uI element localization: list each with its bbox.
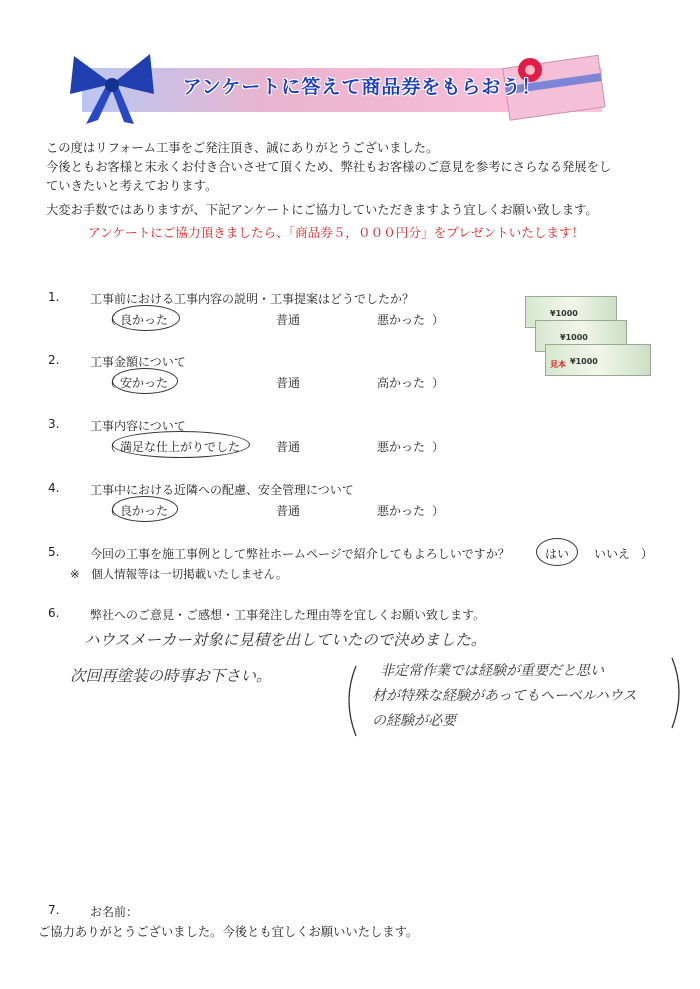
option-bad: 悪かった [377, 440, 426, 454]
handwritten-comment: 次回再塗装の時事お下さい。 [70, 667, 272, 685]
intro-line: 今後ともお客様と末永くお付き合いさせて頂くため、弊社もお客様のご意見を参考にさらなる発展をし [46, 160, 612, 174]
paren-close: ） [432, 504, 445, 518]
intro-line: ていきたいと考えております。 [46, 179, 218, 193]
certificate-amount: ¥1000 [550, 309, 578, 318]
option-average: 普通 [276, 440, 301, 454]
option-average: 普通 [276, 504, 301, 518]
name-label: お名前： [90, 905, 139, 919]
question-number: 4. [48, 481, 60, 495]
question-number: 3. [48, 417, 60, 431]
question-number: 2. [48, 353, 60, 367]
gift-certificate-image [523, 296, 651, 392]
selection-circle [536, 538, 578, 566]
option-satisfied: 満足な仕上がりでした [120, 440, 241, 454]
option-bad: 悪かった [377, 504, 426, 518]
certificate-amount: ¥1000 [570, 357, 598, 366]
paren-close: ） [432, 440, 445, 454]
handwritten-comment: の経験が必要 [372, 713, 456, 729]
question-number: 7. [48, 903, 60, 917]
privacy-note: ※ 個人情報等は一切掲載いたしません。 [70, 567, 288, 581]
option-average: 普通 [276, 376, 301, 390]
paren-close: ） [641, 547, 654, 561]
ribbon-bow-icon [62, 46, 162, 126]
selection-circle [112, 368, 178, 394]
gift-certificate [545, 344, 651, 376]
option-yes: はい [545, 547, 570, 561]
option-no: いいえ [594, 547, 631, 561]
question-number: 5. [48, 545, 60, 559]
option-good: 良かった [120, 504, 169, 518]
bracket-open-mark [340, 664, 360, 738]
question-number: 6. [48, 606, 60, 620]
question-number: 1. [48, 290, 60, 304]
selection-circle [112, 431, 250, 458]
selection-circle [112, 496, 178, 522]
paren-open: （ [104, 313, 117, 327]
paren-open: （ [104, 504, 117, 518]
bracket-close-mark [668, 656, 688, 730]
option-bad: 悪かった [377, 313, 426, 327]
handwritten-comment: 材が特殊な経験があってもヘーベルハウス [372, 688, 637, 704]
question-text: 弊社へのご意見・ご感想・工事発注した理由等を宜しくお願い致します。 [90, 608, 486, 622]
option-average: 普通 [276, 313, 301, 327]
promo-text: アンケートにご協力頂きましたら、「商品券５，０００円分」をプレゼントいたします！ [88, 225, 585, 240]
question-text: 工事内容について [90, 419, 186, 433]
footer-thanks: ご協力ありがとうございました。今後とも宜しくお願いいたします。 [38, 925, 419, 939]
paren-open: （ [104, 440, 117, 454]
banner-title: アンケートに答えて商品券をもらおう！ [182, 76, 542, 98]
sample-label: 見本 [550, 360, 566, 369]
certificate-amount: ¥1000 [560, 333, 588, 342]
option-cheap: 安かった [120, 376, 169, 390]
header-banner [62, 58, 610, 118]
question-text: 今回の工事を施工事例として弊社ホームページで紹介してもよろしいですか？ [90, 547, 510, 561]
paren-close: ） [432, 376, 445, 390]
paren-close: ） [432, 313, 445, 327]
selection-circle [112, 305, 180, 331]
paren-open: （ [104, 376, 117, 390]
intro-line: この度はリフォーム工事をご発注頂き、誠にありがとうございました。 [46, 141, 439, 155]
option-expensive: 高かった [377, 376, 426, 390]
option-good: 良かった [120, 313, 169, 327]
intro-line: 大変お手数ではありますが、下記アンケートにご協力していただきますよう宜しくお願い致します。 [46, 203, 598, 217]
question-text: 工事前における工事内容の説明・工事提案はどうでしたか？ [90, 292, 415, 306]
handwritten-comment: 非定常作業では経験が重要だと思い [380, 663, 604, 679]
handwritten-comment: ハウスメーカー対象に見積を出していたので決めました。 [84, 631, 487, 649]
question-text: 工事中における近隣への配慮、安全管理について [90, 483, 354, 497]
question-text: 工事金額について [90, 355, 186, 369]
